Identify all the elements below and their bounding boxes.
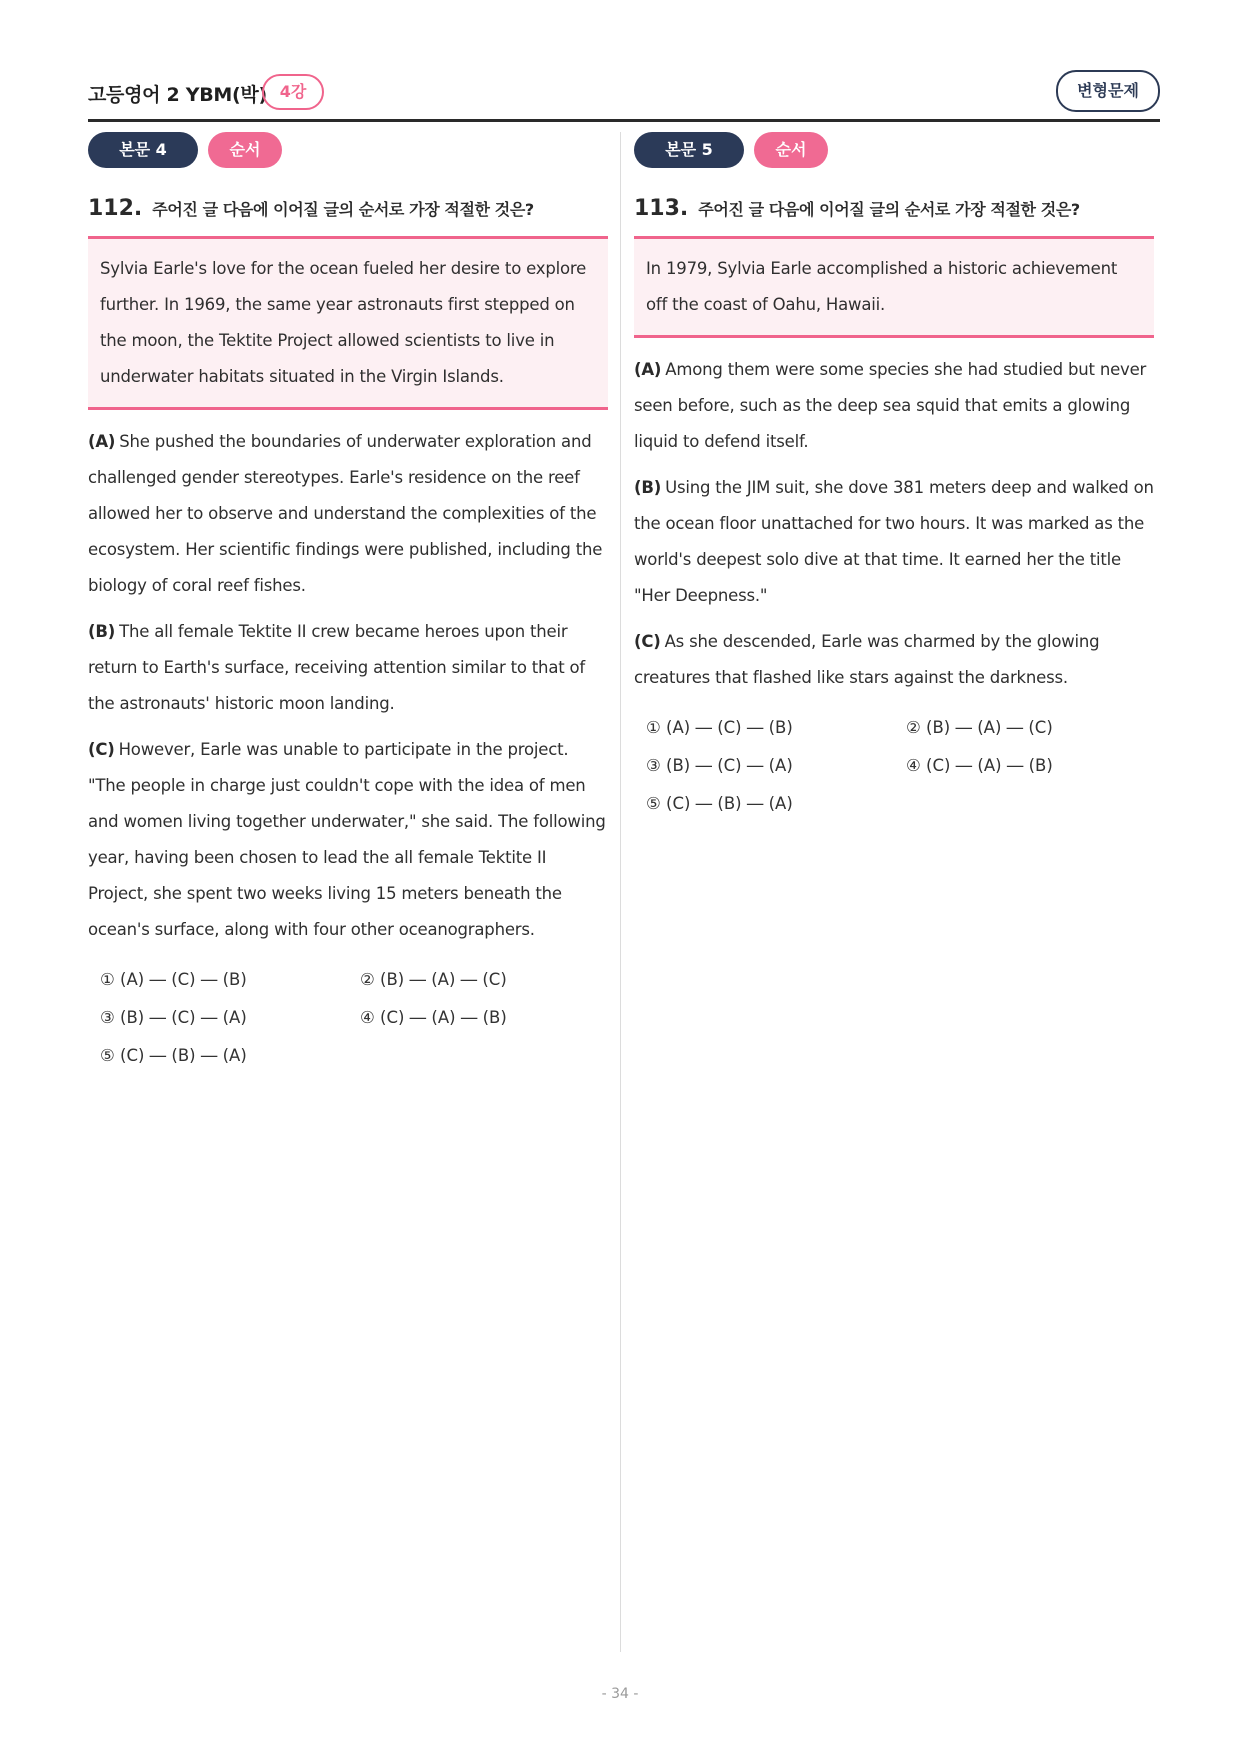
- tag-row: [88, 132, 608, 168]
- given-rule: [634, 335, 1154, 338]
- part-c: [88, 732, 608, 948]
- choice-5[interactable]: ⑤ (C) ― (B) ― (A): [100, 1046, 247, 1065]
- part-a: [88, 424, 608, 604]
- part-text: Among them were some species she had studied but never seen before, such as the deep sea squid that emits a glowing liquid to defend itself.: [634, 360, 1147, 451]
- part-a: [634, 352, 1154, 460]
- given-rule: [88, 407, 608, 410]
- page-header: [88, 74, 1160, 118]
- choice-4[interactable]: ④ (C) ― (A) ― (B): [360, 1008, 507, 1027]
- question-number: 113.: [634, 196, 689, 221]
- answer-choices: [88, 964, 608, 1078]
- choice-1[interactable]: ① (A) ― (C) ― (B): [646, 718, 793, 737]
- page-number: - 34 -: [601, 1686, 639, 1702]
- lesson-badge: 4강: [262, 74, 324, 110]
- choice-2[interactable]: ② (B) ― (A) ― (C): [360, 970, 507, 989]
- part-mark: (C): [88, 740, 115, 759]
- category-tag: 순서: [208, 132, 282, 168]
- part-mark: (B): [88, 622, 116, 641]
- part-b: [88, 614, 608, 722]
- choice-3[interactable]: ③ (B) ― (C) ― (A): [646, 756, 793, 775]
- header-divider: [88, 119, 1160, 122]
- part-text: As she descended, Earle was charmed by the glowing creatures that flashed like stars against the darkness.: [634, 632, 1100, 687]
- question-112: [88, 132, 608, 1078]
- choice-4[interactable]: ④ (C) ― (A) ― (B): [906, 756, 1053, 775]
- given-passage-box: [88, 239, 608, 407]
- part-mark: (C): [634, 632, 661, 651]
- column-divider: [620, 132, 621, 1652]
- given-passage-box: [634, 239, 1154, 335]
- given-passage: Sylvia Earle's love for the ocean fueled her desire to explore further. In 1969, the same year astronauts first stepped on the moon, the Tektite Project allowed scientists to live in underwater habitats situated in the Virgin Islands.: [100, 259, 587, 386]
- part-text: However, Earle was unable to participate in the project. "The people in charge just couldn't cope with the idea of men and women living together underwater," she said. The following year, having been chosen to lead the all female Tektite II Project, she spent two weeks living 15 meters beneath the ocean's surface, along with four other oceanographers.: [88, 740, 606, 939]
- question-heading: [88, 196, 608, 226]
- passage-parts: [88, 424, 608, 948]
- choice-1[interactable]: ① (A) ― (C) ― (B): [100, 970, 247, 989]
- part-b: [634, 470, 1154, 614]
- choice-3[interactable]: ③ (B) ― (C) ― (A): [100, 1008, 247, 1027]
- given-passage: In 1979, Sylvia Earle accomplished a historic achievement off the coast of Oahu, Hawaii.: [646, 259, 1118, 314]
- question-heading: [634, 196, 1154, 226]
- tag-row: [634, 132, 1154, 168]
- part-mark: (A): [88, 432, 116, 451]
- question-number: 112.: [88, 196, 143, 221]
- part-text: She pushed the boundaries of underwater exploration and challenged gender stereotypes. Earle's residence on the reef allowed her to observe and understand the complexities of the ecosystem. Her scientific findings were published, including the biology of coral reef fishes.: [88, 432, 603, 595]
- part-text: Using the JIM suit, she dove 381 meters deep and walked on the ocean floor unattached for two hours. It was marked as the world's deepest solo dive at that time. It earned her the title "Her Deepness.": [634, 478, 1154, 605]
- part-c: [634, 624, 1154, 696]
- textbook-title: 고등영어 2 YBM(박): [88, 84, 267, 106]
- question-prompt: 주어진 글 다음에 이어질 글의 순서로 가장 적절한 것은?: [152, 200, 534, 219]
- category-tag: 순서: [754, 132, 828, 168]
- question-prompt: 주어진 글 다음에 이어질 글의 순서로 가장 적절한 것은?: [698, 200, 1080, 219]
- passage-parts: [634, 352, 1154, 696]
- part-text: The all female Tektite II crew became heroes upon their return to Earth's surface, receiving attention similar to that of the astronauts' historic moon landing.: [88, 622, 586, 713]
- passage-tag: 본문 4: [88, 132, 198, 168]
- part-mark: (A): [634, 360, 662, 379]
- question-type-badge: 변형문제: [1056, 70, 1160, 112]
- passage-tag: 본문 5: [634, 132, 744, 168]
- part-mark: (B): [634, 478, 662, 497]
- choice-2[interactable]: ② (B) ― (A) ― (C): [906, 718, 1053, 737]
- question-113: [634, 132, 1154, 826]
- choice-5[interactable]: ⑤ (C) ― (B) ― (A): [646, 794, 793, 813]
- answer-choices: [634, 712, 1154, 826]
